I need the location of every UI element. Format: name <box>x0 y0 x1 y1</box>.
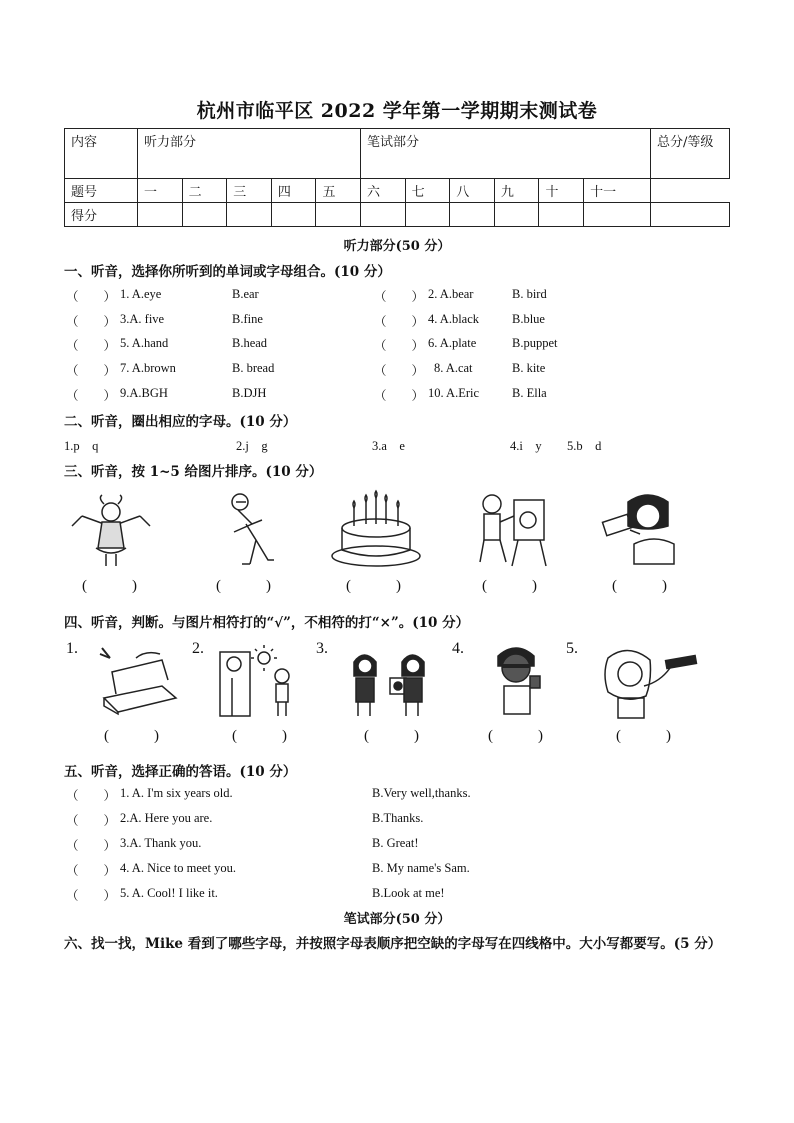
answer-paren[interactable]: （ ） <box>66 864 117 878</box>
order-blank[interactable]: ( ) <box>612 578 667 594</box>
birthday-cake-picture <box>330 488 422 570</box>
judge-blank[interactable]: ( ) <box>616 728 671 744</box>
order-blank[interactable]: ( ) <box>82 578 137 594</box>
q-option-b: B. bread <box>232 361 275 375</box>
response-option-b: B. Great! <box>372 836 419 850</box>
response-option-a: 4. A. Nice to meet you. <box>120 861 236 875</box>
q-option-a: 10. A.Eric <box>428 386 480 400</box>
q-option-b: B.DJH <box>232 386 267 400</box>
letter-pair[interactable]: 2.j g <box>236 439 268 453</box>
cell-q1: 一 <box>138 179 183 203</box>
answer-paren[interactable]: （ ） <box>374 364 425 378</box>
answer-paren[interactable]: （ ） <box>66 364 117 378</box>
cell-writing-label: 笔试部分 <box>361 129 651 179</box>
boy-painting-picture <box>472 490 552 570</box>
picture-number: 1. <box>66 640 78 657</box>
q-option-a: 4. A.black <box>428 312 480 326</box>
q-option-b: B. bird <box>512 287 547 301</box>
section6-instructions: 六、找一找，Mike 看到了哪些字母，并按照字母表顺序把空缺的字母写在四线格中。大小写都要写。(5 分） <box>64 936 722 952</box>
section2-heading: 二、听音，圈出相应的字母。(10 分） <box>64 414 297 430</box>
cell-qnum-label: 题号 <box>65 179 138 203</box>
judge-blank[interactable]: ( ) <box>104 728 159 744</box>
girl-drinking-picture <box>598 490 688 570</box>
exam-title: 杭州市临平区 2022 学年第一学期期末测试卷 <box>196 100 598 122</box>
q-option-a: 5. A.hand <box>120 336 169 350</box>
cell-total-label: 总分/等级 <box>651 129 730 179</box>
order-blank[interactable]: ( ) <box>346 578 401 594</box>
answer-paren[interactable]: （ ） <box>66 839 117 853</box>
response-option-b: B.Thanks. <box>372 811 424 825</box>
q-option-b: B. Ella <box>512 386 547 400</box>
judge-blank[interactable]: ( ) <box>364 728 419 744</box>
score-blank[interactable] <box>361 203 406 227</box>
score-blank[interactable] <box>138 203 183 227</box>
response-option-b: B. My name's Sam. <box>372 861 470 875</box>
pencil-box-picture <box>96 644 182 720</box>
letter-pair[interactable]: 5.b d <box>567 439 602 453</box>
q-option-a: 9.A.BGH <box>120 386 168 400</box>
picture-number: 5. <box>566 640 578 657</box>
score-blank[interactable] <box>405 203 450 227</box>
letter-pair[interactable]: 4.i y <box>510 439 542 453</box>
picture-number: 4. <box>452 640 464 657</box>
section3-heading: 三、听音，按 1~5 给图片排序。(10 分） <box>64 464 323 480</box>
score-blank[interactable] <box>494 203 539 227</box>
cell-q8: 八 <box>450 179 495 203</box>
response-option-a: 5. A. Cool! I like it. <box>120 886 218 900</box>
picture-number: 3. <box>316 640 328 657</box>
q-option-b: B.fine <box>232 312 263 326</box>
letter-pair[interactable]: 3.a e <box>372 439 405 453</box>
q-option-b: B. kite <box>512 361 546 375</box>
section4-heading: 四、听音，判断。与图片相符打的“√”，不相符的打“×”。(10 分） <box>64 615 470 631</box>
response-option-b: B.Very well,thanks. <box>372 786 471 800</box>
q-option-a: 8. A.cat <box>434 361 473 375</box>
two-girls-picture <box>346 644 436 720</box>
girl-crayon-picture <box>596 644 704 720</box>
answer-paren[interactable]: （ ） <box>66 814 117 828</box>
q-option-a: 3.A. five <box>120 312 165 326</box>
answer-paren[interactable]: （ ） <box>374 290 425 304</box>
judge-blank[interactable]: ( ) <box>232 728 287 744</box>
answer-paren[interactable]: （ ） <box>66 389 117 403</box>
score-table <box>64 128 730 227</box>
q-option-a: 2. A.bear <box>428 287 474 301</box>
response-option-a: 2.A. Here you are. <box>120 811 213 825</box>
cell-listening-label: 听力部分 <box>138 129 361 179</box>
q-option-a: 7. A.brown <box>120 361 176 375</box>
q-option-b: B.head <box>232 336 268 350</box>
order-blank[interactable]: ( ) <box>216 578 271 594</box>
cell-q5: 五 <box>316 179 361 203</box>
score-blank[interactable] <box>182 203 227 227</box>
score-blank[interactable] <box>539 203 584 227</box>
q-option-a: 6. A.plate <box>428 336 477 350</box>
boy-sunglasses-picture <box>484 640 554 720</box>
score-blank[interactable] <box>316 203 361 227</box>
judge-blank[interactable]: ( ) <box>488 728 543 744</box>
q-option-b: B.ear <box>232 287 259 301</box>
score-blank[interactable] <box>651 203 730 227</box>
cell-q2: 二 <box>182 179 227 203</box>
q-option-b: B.puppet <box>512 336 558 350</box>
picture-number: 2. <box>192 640 204 657</box>
response-option-a: 1. A. I'm six years old. <box>120 786 233 800</box>
response-option-b: B.Look at me! <box>372 886 445 900</box>
cell-q6: 六 <box>361 179 406 203</box>
writing-section-header: 笔试部分(50 分） <box>343 912 451 927</box>
letter-pair[interactable]: 1.p q <box>64 439 99 453</box>
score-blank[interactable] <box>227 203 272 227</box>
cell-q10: 十 <box>539 179 584 203</box>
listening-section-header: 听力部分(50 分） <box>343 239 451 254</box>
response-option-a: 3.A. Thank you. <box>120 836 202 850</box>
morning-picture <box>212 644 304 720</box>
answer-paren[interactable]: （ ） <box>66 339 117 353</box>
section5-heading: 五、听音，选择正确的答语。(10 分） <box>64 764 297 780</box>
cell-q3: 三 <box>227 179 272 203</box>
cell-q11: 十一 <box>584 179 651 203</box>
boy-picture <box>216 490 282 570</box>
q-option-b: B.blue <box>512 312 545 326</box>
answer-paren[interactable]: （ ） <box>66 889 117 903</box>
cell-q7: 七 <box>405 179 450 203</box>
score-blank[interactable] <box>450 203 495 227</box>
cell-q4: 四 <box>271 179 316 203</box>
answer-paren[interactable]: （ ） <box>66 315 117 329</box>
answer-paren[interactable]: （ ） <box>66 789 117 803</box>
score-blank[interactable] <box>271 203 316 227</box>
dancing-girl-picture <box>66 494 156 570</box>
answer-paren[interactable]: （ ） <box>374 315 425 329</box>
answer-paren[interactable]: （ ） <box>374 339 425 353</box>
cell-content-label: 内容 <box>65 129 138 179</box>
score-blank[interactable] <box>584 203 651 227</box>
cell-score-label: 得分 <box>65 203 138 227</box>
cell-q9: 九 <box>494 179 539 203</box>
answer-paren[interactable]: （ ） <box>374 389 425 403</box>
section1-heading: 一、听音，选择你所听到的单词或字母组合。(10 分） <box>64 264 391 280</box>
order-blank[interactable]: ( ) <box>482 578 537 594</box>
q-option-a: 1. A.eye <box>120 287 162 301</box>
answer-paren[interactable]: （ ） <box>66 290 117 304</box>
